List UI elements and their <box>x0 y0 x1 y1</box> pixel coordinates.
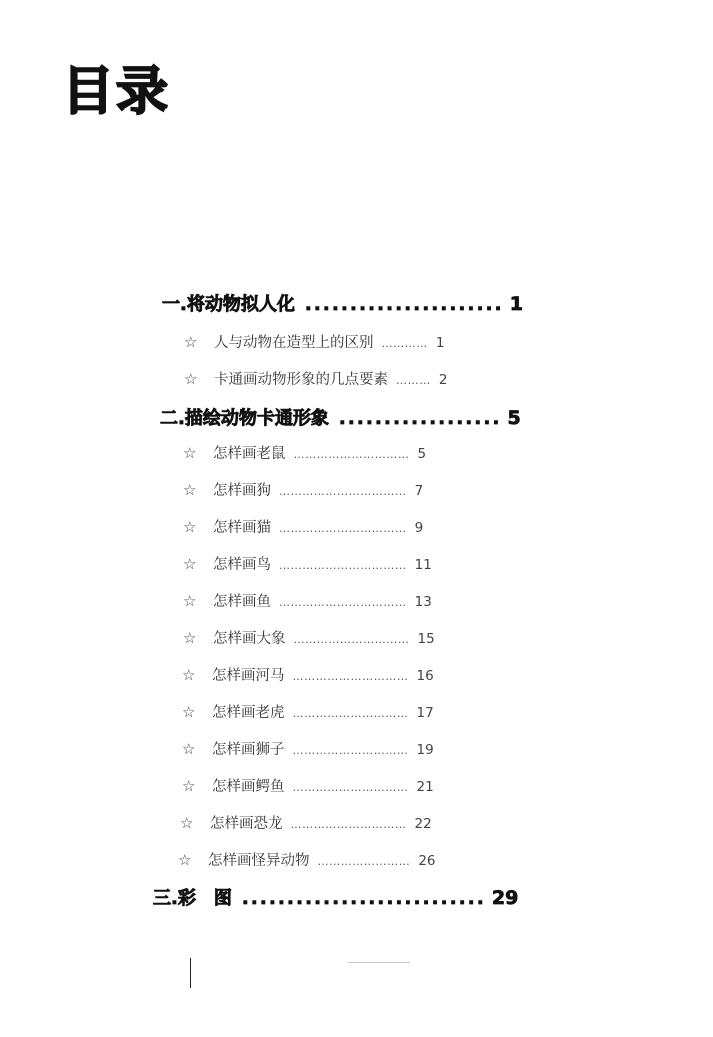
toc-entry[interactable] <box>183 553 432 574</box>
footer-mark <box>348 962 410 963</box>
entry-label: 怎样画鳄鱼 <box>212 779 285 795</box>
entry-label: 怎样画大象 <box>213 631 286 647</box>
entry-page-number: 17 <box>416 705 434 721</box>
toc-entry[interactable] <box>183 442 426 463</box>
dot-leader: ………………………… <box>290 818 407 831</box>
entry-label: 卡通画动物形象的几点要素 <box>214 372 388 388</box>
star-icon: ☆ <box>182 703 196 721</box>
entry-page-number: 2 <box>438 372 448 388</box>
entry-label: 怎样画河马 <box>212 668 285 684</box>
star-icon: ☆ <box>183 555 197 573</box>
toc-entry[interactable] <box>183 516 423 537</box>
entry-label: 怎样画鸟 <box>213 557 271 573</box>
star-icon: ☆ <box>184 333 198 351</box>
entry-page-number: 16 <box>416 668 434 684</box>
entry-page-number: 21 <box>416 779 434 795</box>
dot-leader: ........................... <box>241 888 486 909</box>
entry-label: 怎样画老虎 <box>212 705 285 721</box>
toc-chapter[interactable] <box>160 404 521 430</box>
dot-leader: .................. <box>338 408 502 429</box>
star-icon: ☆ <box>180 814 194 832</box>
toc-entry[interactable] <box>184 331 445 352</box>
entry-page-number: 5 <box>417 446 427 462</box>
dot-leader: ……… <box>396 374 431 387</box>
chapter-page-number: 1 <box>509 293 523 315</box>
chapter-page-number: 5 <box>507 407 521 429</box>
footer-rule <box>190 958 191 988</box>
entry-label: 怎样画恐龙 <box>210 816 283 832</box>
toc-entry[interactable] <box>182 701 434 722</box>
entry-page-number: 13 <box>414 594 432 610</box>
chapter-page-number: 29 <box>491 887 519 909</box>
dot-leader: ………………………… <box>293 448 410 461</box>
entry-page-number: 9 <box>414 520 424 536</box>
dot-leader: ………… <box>381 337 428 350</box>
dot-leader: ...................... <box>304 294 504 315</box>
entry-page-number: 15 <box>417 631 435 647</box>
entry-page-number: 26 <box>418 853 436 869</box>
entry-label: 怎样画老鼠 <box>213 446 286 462</box>
entry-page-number: 7 <box>414 483 424 499</box>
entry-label: 人与动物在造型上的区别 <box>214 335 374 351</box>
toc-entry[interactable] <box>183 627 435 648</box>
dot-leader: …………………… <box>317 855 411 868</box>
entry-page-number: 11 <box>414 557 432 573</box>
toc-entry[interactable] <box>182 775 434 796</box>
star-icon: ☆ <box>183 518 197 536</box>
chapter-label: 二.描绘动物卡通形象 <box>160 408 329 429</box>
toc-entry[interactable] <box>183 590 432 611</box>
entry-label: 怎样画狗 <box>213 483 271 499</box>
star-icon: ☆ <box>178 851 192 869</box>
entry-label: 怎样画猫 <box>213 520 271 536</box>
star-icon: ☆ <box>183 592 197 610</box>
toc-chapter[interactable] <box>162 290 523 316</box>
star-icon: ☆ <box>183 629 197 647</box>
dot-leader: …………………………… <box>279 559 407 572</box>
dot-leader: ………………………… <box>293 633 410 646</box>
chapter-label: 一.将动物拟人化 <box>162 294 295 315</box>
dot-leader: ………………………… <box>292 744 409 757</box>
entry-label: 怎样画怪异动物 <box>208 853 310 869</box>
star-icon: ☆ <box>184 370 198 388</box>
star-icon: ☆ <box>183 444 197 462</box>
dot-leader: …………………………… <box>279 596 407 609</box>
toc-entry[interactable] <box>178 849 436 870</box>
entry-label: 怎样画鱼 <box>213 594 271 610</box>
toc-entry[interactable] <box>184 368 447 389</box>
dot-leader: ………………………… <box>292 707 409 720</box>
page-title: 目录 <box>62 62 171 122</box>
toc-chapter[interactable] <box>153 884 518 910</box>
dot-leader: ………………………… <box>292 670 409 683</box>
star-icon: ☆ <box>182 740 196 758</box>
entry-page-number: 22 <box>414 816 432 832</box>
toc-entry[interactable] <box>182 738 434 759</box>
entry-page-number: 1 <box>435 335 445 351</box>
dot-leader: …………………………… <box>279 522 407 535</box>
star-icon: ☆ <box>182 777 196 795</box>
toc-entry[interactable] <box>183 479 423 500</box>
entry-page-number: 19 <box>416 742 434 758</box>
dot-leader: …………………………… <box>279 485 407 498</box>
entry-label: 怎样画狮子 <box>212 742 285 758</box>
chapter-label: 三.彩 图 <box>153 888 232 909</box>
dot-leader: ………………………… <box>292 781 409 794</box>
toc-entry[interactable] <box>180 812 432 833</box>
star-icon: ☆ <box>183 481 197 499</box>
star-icon: ☆ <box>182 666 196 684</box>
toc-entry[interactable] <box>182 664 434 685</box>
